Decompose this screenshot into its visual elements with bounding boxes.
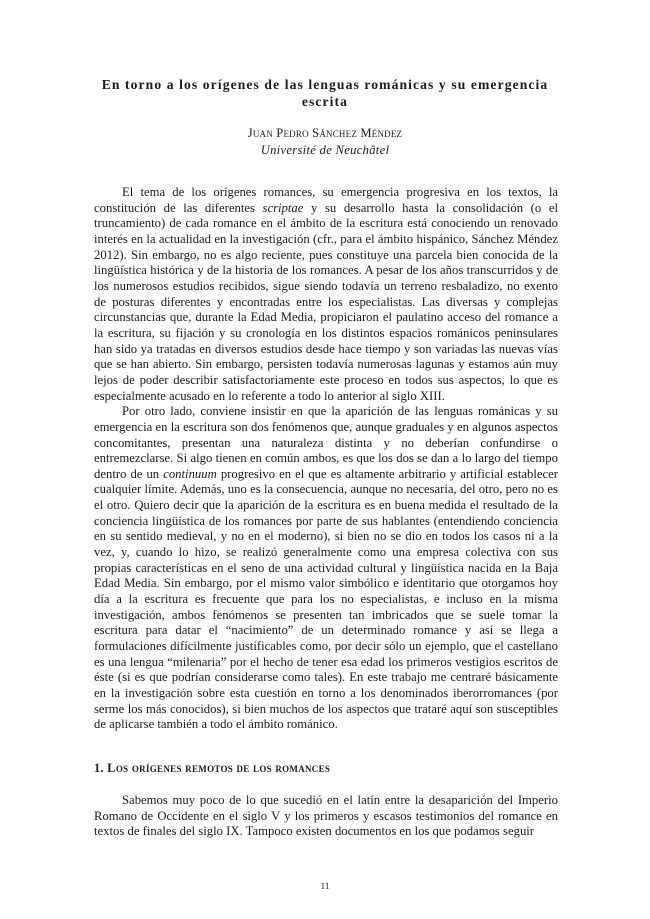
article-title: En torno a los orígenes de las lenguas románicas y su emergencia escrita	[101, 77, 549, 109]
author-affiliation: Université de Neuchâtel	[260, 143, 390, 157]
term-continuum: continuum	[163, 466, 217, 481]
section-1-body	[94, 793, 558, 840]
paragraph-3: Sabemos muy poco de lo que sucedió en el latín entre la desaparición del Imperio Romano de Occidente en el siglo V y los primeros y escasos testimonios del romance en textos de finales del siglo IX. Tampoco existen documentos en los que podamos seguir	[94, 793, 558, 839]
paragraph-1: El tema de los orígenes romances, su emergencia progresiva en los textos, la constitución de las diferentes scriptae y su desarrollo hasta la consolidación (o el truncamiento) de cada romance en el ámbito de la escritura está conociendo un renovado interés en la actualidad en la investigación (cfr., para el ámbito hispánico, Sánchez Méndez 2012). Sin embargo, no es algo reciente, pues constituye una parcela bien conocida de la lingüística histórica y de la historia de los romances. A pesar de los años transcurridos y de los numerosos estudios recibidos, sigue siendo todavía un terreno resbaladizo, no exento de posturas diferentes y encontradas entre los especialistas. Las diversas y complejas circunstancias que, durante la Edad Media, propiciaron el paulatino acceso del romance a la escritura, su fijación y su cronología en los distintos espacios románicos peninsulares han sido ya tratadas en diversos estudios desde hace tiempo y son variadas las nuevas vías que se han abierto. Sin embargo, persisten todavía numerosas lagunas y estamos aún muy lejos de poder describir satisfactoriamente este proceso en todos sus aspectos, lo que es especialmente acusado en lo referente a todo lo anterior al siglo XIII.	[94, 185, 558, 403]
page-number: 11	[320, 881, 330, 891]
term-scriptae: scriptae	[262, 200, 304, 215]
introduction-body	[94, 185, 558, 733]
paragraph-2: Por otro lado, conviene insistir en que la aparición de las lenguas románicas y su emergencia en la escritura son dos fenómenos que, aunque graduales y en algunos aspectos concomitantes, presentan una naturaleza distinta y no deberían confundirse o entremezclarse. Si algo tienen en común ambos, es que los dos se dan a lo largo del tiempo dentro de un continuum progresivo en el que es altamente arbitrario y artificial establecer cualquier límite. Además, uno es la consecuencia, aunque no necesaria, del otro, pero no es el otro. Quiero decir que la aparición de la escritura es en buena medida el resultado de la conciencia lingüística de los romances por parte de sus hablantes (entendiendo conciencia en su sentido medieval, y no en el moderno), si bien no se dio en todos los casos ni a la vez, y, cuando lo hizo, se realizó generalmente como una empresa colectiva con sus propias características en el seno de una actividad cultural y lingüística nacida en la Baja Edad Media. Sin embargo, por el mismo valor simbólico e identitario que otorgamos hoy día a la escritura es frecuente que para los no especialistas, e incluso en la misma investigación, ambos fenómenos se presenten tan imbricados que se suele tomar la escritura para datar el “nacimiento” de un determinado romance y así se llega a formulaciones difícilmente justificables como, por decir sólo un ejemplo, que el castellano es una lengua “milenaria” por el hecho de tener esa edad los primeros vestigios escritos de éste (si es que podrían considerarse como tales). En este trabajo me centraré básicamente en la investigación sobre esta cuestión en torno a los denominados iberorromances (por serme los más conocidos), si bien muchos de los aspectos que trataré aquí son susceptibles de aplicarse también a todo el ámbito románico.	[94, 404, 558, 732]
author-name: Juan Pedro Sánchez Méndez	[247, 126, 403, 140]
section-heading: 1. Los orígenes remotos de los romances	[94, 761, 331, 775]
